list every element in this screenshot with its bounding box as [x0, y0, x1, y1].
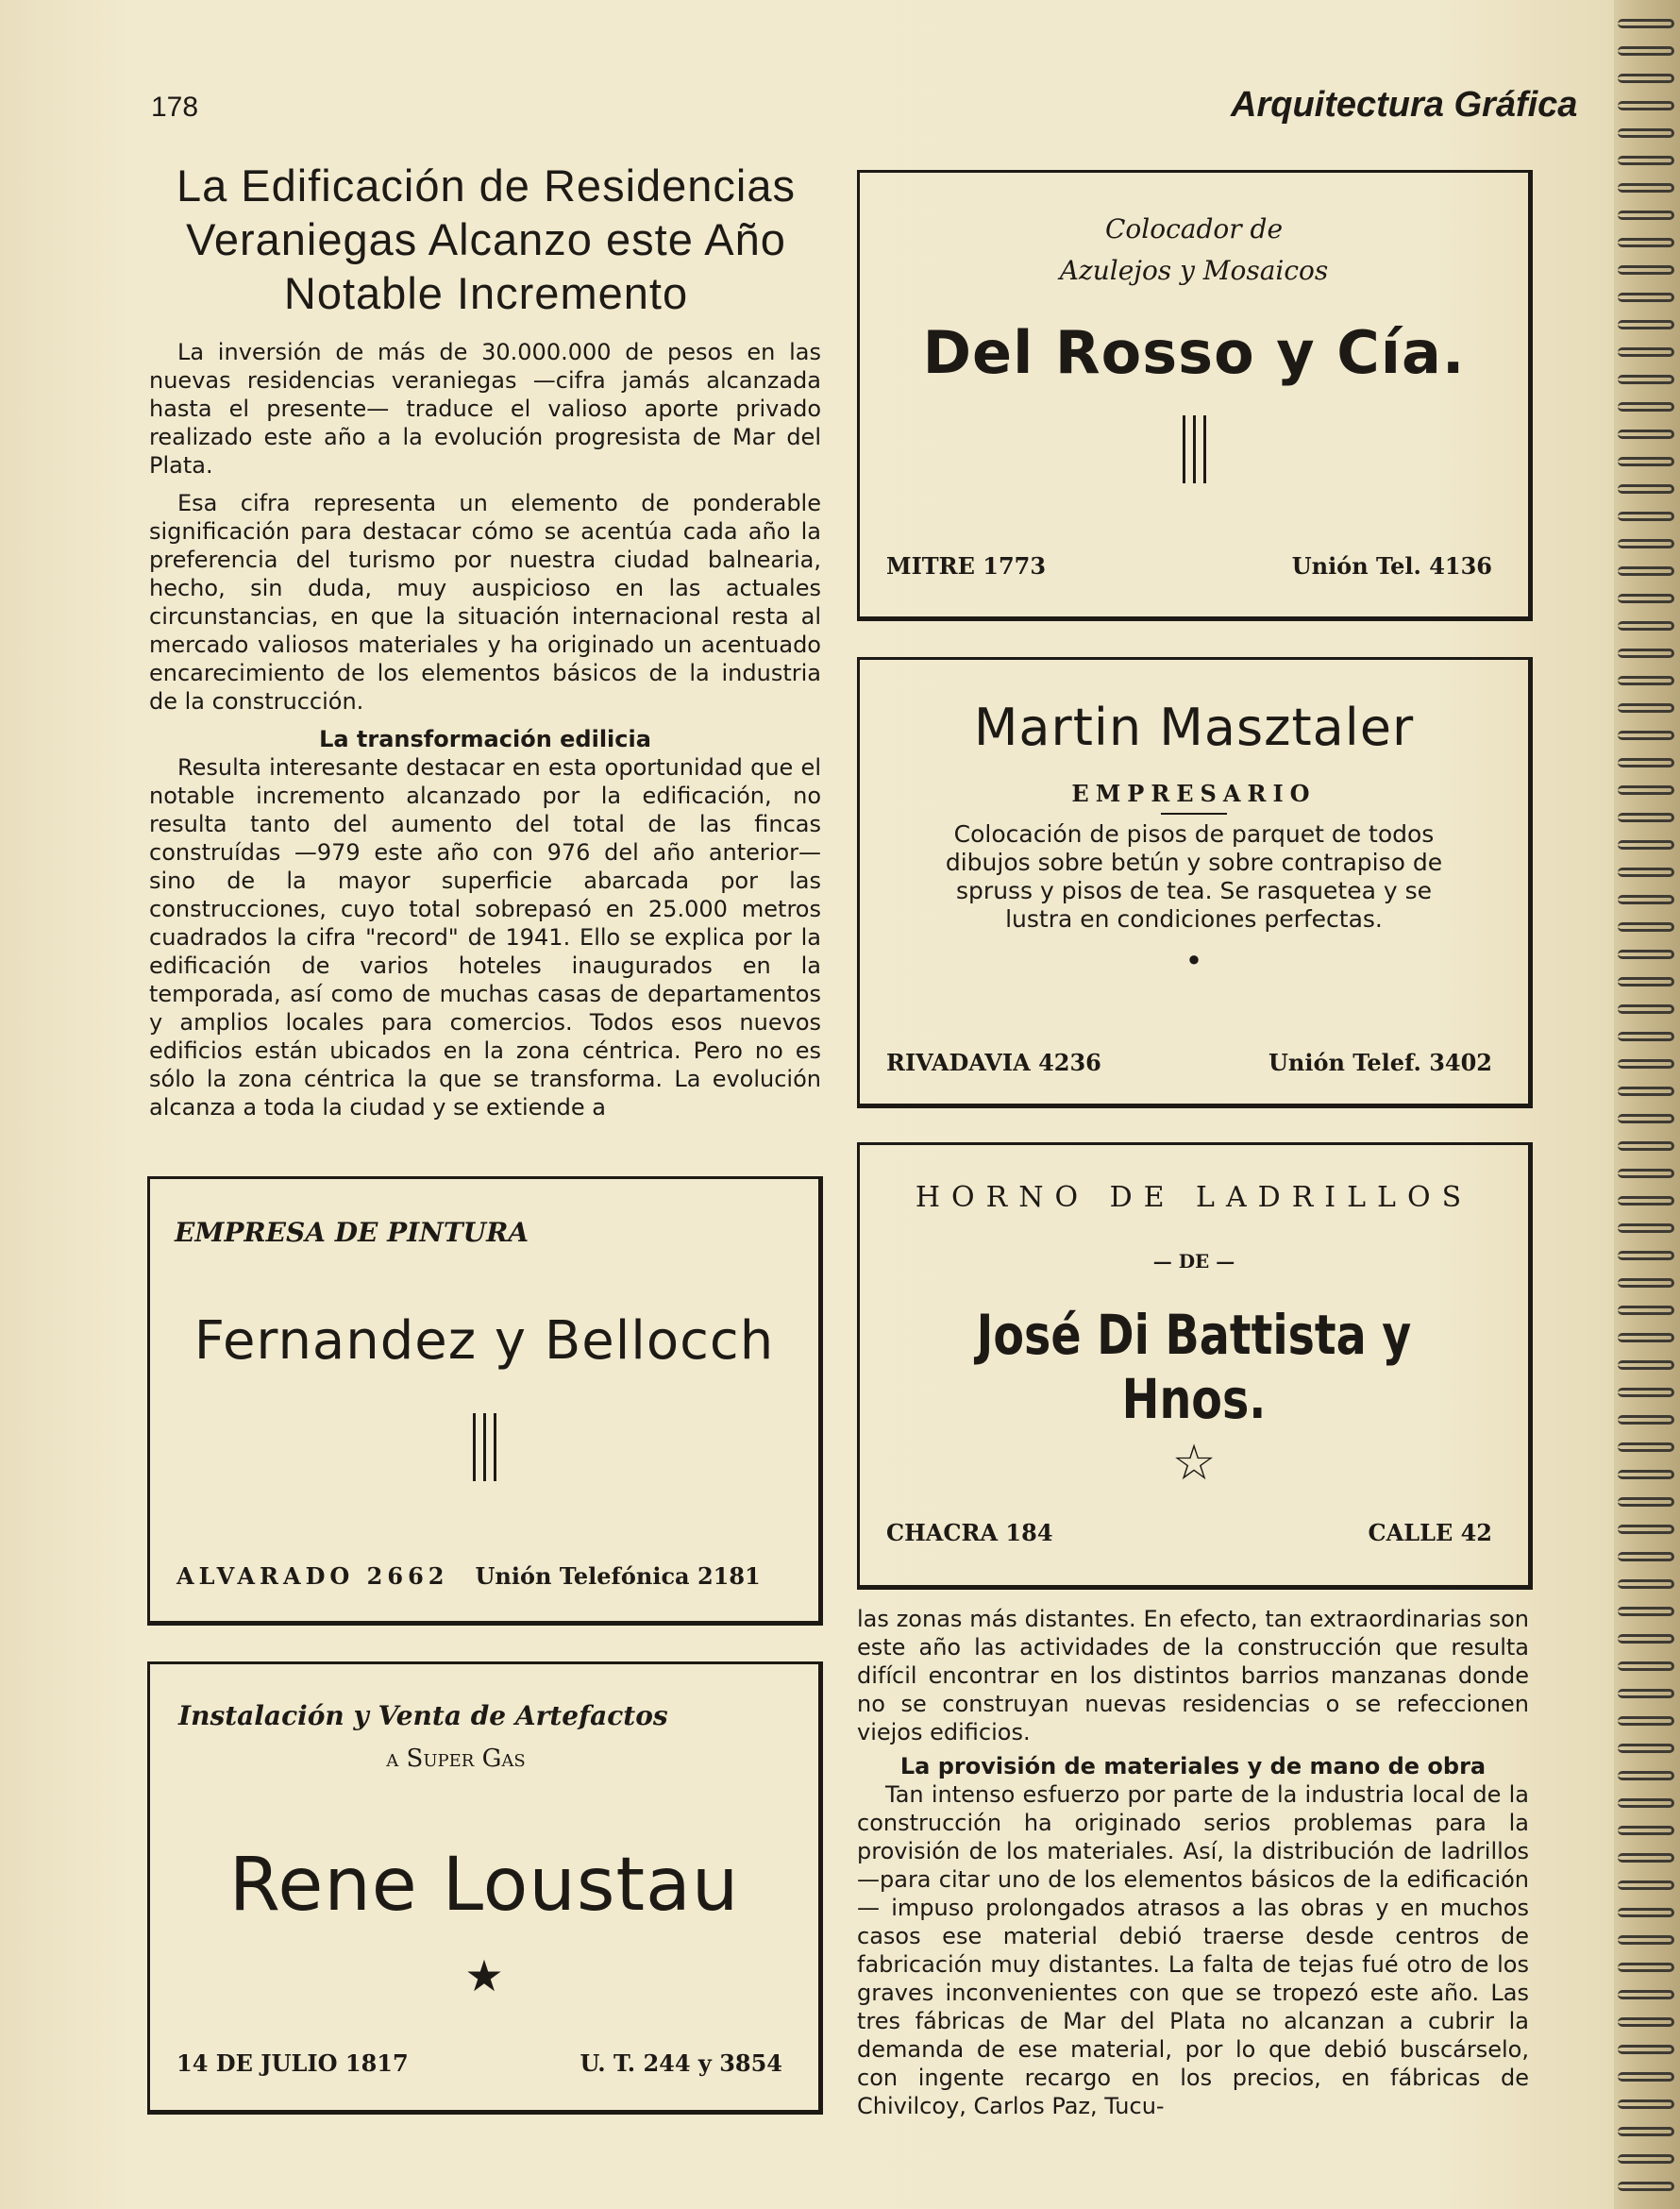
ad-del-rosso	[857, 170, 1533, 621]
binding-coil	[1618, 566, 1674, 576]
subheading: La transformación edilicia	[319, 726, 651, 752]
star-icon: ★	[464, 1951, 504, 2000]
binding-coil	[1618, 46, 1674, 56]
binding-coil	[1618, 676, 1674, 685]
binding-coil	[1618, 2127, 1674, 2136]
binding-coil	[1618, 1333, 1674, 1342]
binding-coil	[1618, 1579, 1674, 1589]
binding-coil	[1618, 1853, 1674, 1863]
binding-coil	[1618, 320, 1674, 329]
binding-coil	[1618, 2182, 1674, 2191]
ad-phone: Unión Telefónica 2181	[475, 1562, 761, 1590]
binding-coil	[1618, 1114, 1674, 1123]
binding-coil	[1618, 731, 1674, 740]
article-headline	[151, 159, 821, 320]
binding-coil	[1618, 265, 1674, 275]
ad-address: MITRE 1773	[886, 552, 1047, 580]
ad-phone: Unión Telef. 3402	[1268, 1049, 1492, 1076]
ad-masztaler	[857, 657, 1533, 1108]
binding-coil	[1618, 211, 1674, 220]
ad-tagline: EMPRESA DE PINTURA	[175, 1217, 529, 1248]
ad-phone: U. T. 244 y 3854	[580, 2049, 782, 2077]
bars-ornament	[860, 415, 1528, 483]
binding-coil	[1618, 785, 1674, 795]
ad-connector: — DE —	[1152, 1250, 1235, 1273]
ad-street: CALLE 42	[1368, 1519, 1492, 1546]
binding-coil	[1618, 977, 1674, 986]
binding-coil	[1618, 2045, 1674, 2054]
binding-coil	[1618, 1169, 1674, 1178]
headline-line: La Edificación de Residencias	[176, 160, 797, 211]
ad-role: EMPRESARIO	[1071, 780, 1317, 807]
binding-coil	[1618, 1935, 1674, 1945]
binding-coil	[1618, 1661, 1674, 1671]
ad-tagline: Colocador de	[1104, 213, 1284, 245]
binding-coil	[1618, 1634, 1674, 1644]
binding-coil	[1618, 1716, 1674, 1726]
binding-coil	[1618, 1442, 1674, 1452]
binding-coil	[1618, 649, 1674, 658]
paragraph: las zonas más distantes. En efecto, tan extraordinarias son este año las actividades de la construcción que resulta difícil encontrar en los distintos barrios manzanas donde no se construyan nuevas residencias o se refeccionen viejos edificios.	[857, 1606, 1529, 1745]
binding-coil	[1618, 1990, 1674, 1999]
binding-coil	[1618, 2099, 1674, 2109]
binding-coil	[1618, 128, 1674, 138]
ad-address: RIVADAVIA 4236	[886, 1049, 1101, 1076]
binding-coil	[1618, 430, 1674, 439]
ad-tagline: Instalación y Venta de Artefactos	[178, 1700, 668, 1731]
ad-tagline: Azulejos y Mosaicos	[1059, 255, 1329, 286]
ad-di-battista	[857, 1142, 1533, 1590]
binding-coil	[1618, 1963, 1674, 1972]
binding-coil	[1618, 1525, 1674, 1534]
binding-coil	[1618, 840, 1674, 850]
binding-coil	[1618, 1004, 1674, 1014]
binding-coil	[1618, 950, 1674, 959]
binding-coil	[1618, 758, 1674, 767]
article-body-right	[857, 1605, 1529, 2120]
binding-coil	[1618, 74, 1674, 83]
paragraph: La inversión de más de 30.000.000 de pesos en las nuevas residencias veraniegas —cifra jamás alcanzada hasta el presente— traduce el valioso aporte privado realizado este año a la evolución progresista de Mar del Plata.	[149, 339, 821, 479]
headline-line: Notable Incremento	[283, 268, 689, 318]
paragraph: Esa cifra representa un elemento de ponderable significación para destacar cómo se acentúa cada año la preferencia del turismo por nuestra ciudad balnearia, hecho, sin duda, muy auspicioso en las actuales circunstancias, en que la situación internacional resta al mercado valiosos materiales y ha originado un acentuado encarecimiento de los elementos básicos de la industria de la construcción.	[149, 490, 821, 715]
headline-line: Veraniegas Alcanzo este Año	[186, 214, 786, 264]
paragraph: Tan intenso esfuerzo por parte de la industria local de la construcción ha originado serios problemas para la provisión de los materiales. Así, la distribución de ladrillos —para citar uno de los elementos básicos de la edificación— impuso prolongados atrasos a las obras y en muchos casos ese material debió traerse desde centros de fabricación muy distantes. La falta de tejas fué otro de los graves inconvenientes con que se tropezó este año. Las tres fábricas de Mar del Plata no alcanzan a cubrir la demanda de ese material, por lo que debió buscárselo, con ingente recargo en los precios, en fábricas de Chivilcoy, Carlos Paz, Tucu-	[857, 1781, 1529, 2119]
binding-coil	[1618, 1223, 1674, 1233]
binding-coil	[1618, 402, 1674, 412]
binding-coil	[1618, 19, 1674, 28]
binding-coil	[1618, 457, 1674, 466]
binding-coil	[1618, 1552, 1674, 1561]
ad-company-name: Fernandez y Bellocch	[193, 1310, 775, 1372]
star-icon: ☆	[1171, 1436, 1217, 1491]
binding-coil	[1618, 703, 1674, 713]
ad-description: Colocación de pisos de parquet de todos dibujos sobre betún y sobre contrapiso de spruss y pisos de tea. Se rasquetea y se lustra en condiciones perfectas.	[945, 820, 1443, 933]
binding-coil	[1618, 156, 1674, 165]
spiral-binding	[1614, 0, 1680, 2209]
binding-coil	[1618, 101, 1674, 110]
binding-coil	[1618, 1744, 1674, 1753]
binding-coil	[1618, 183, 1674, 193]
binding-coil	[1618, 868, 1674, 877]
page-number: 178	[151, 92, 199, 123]
binding-coil	[1618, 1826, 1674, 1835]
binding-coil	[1618, 293, 1674, 302]
binding-coil	[1618, 539, 1674, 548]
binding-coil	[1618, 813, 1674, 822]
ad-company-name: Del Rosso y Cía.	[922, 318, 1466, 387]
binding-coil	[1618, 1196, 1674, 1206]
paragraph: Resulta interesante destacar en esta oportunidad que el notable incremento alcanzado por la edificación, no resulta tanto del aumento del total de las fincas construídas —979 este año con 976 del año anterior— sino de la mayor superficie abarcada por las construcciones, cuyo total sobrepasó en 25.000 metros cuadrados la cifra "record" de 1941. Ello se explica por la edificación de varios hoteles inaugurados en la temporada, así como de muchas casas de departamentos y amplios locales para comercios. Todos esos nuevos edificios están ubicados en la zona céntrica. Pero no es sólo la zona céntrica la que se transforma. La evolución alcanza a toda la ciudad y se extiende a	[149, 754, 821, 1121]
ad-address: CHACRA 184	[886, 1519, 1053, 1546]
binding-coil	[1618, 484, 1674, 494]
binding-coil	[1618, 1415, 1674, 1425]
bullet-ornament: ●	[1187, 947, 1201, 970]
ad-company-name: José Di Battista y Hnos.	[976, 1303, 1412, 1431]
binding-coil	[1618, 1388, 1674, 1397]
binding-coil	[1618, 1059, 1674, 1069]
ad-company-name: Rene Loustau	[228, 1843, 740, 1928]
binding-coil	[1618, 1360, 1674, 1370]
divider	[1161, 813, 1227, 815]
binding-coil	[1618, 512, 1674, 521]
subheading: La provisión de materiales y de mano de obra	[899, 1753, 1487, 1779]
ad-fernandez	[147, 1176, 823, 1626]
binding-coil	[1618, 1032, 1674, 1041]
binding-coil	[1618, 1470, 1674, 1479]
binding-coil	[1618, 347, 1674, 357]
binding-coil	[1618, 1689, 1674, 1698]
binding-coil	[1618, 1798, 1674, 1808]
binding-coil	[1618, 1497, 1674, 1507]
ad-loustau	[147, 1661, 823, 2115]
ad-company-name: Martin Masztaler	[973, 698, 1415, 757]
binding-coil	[1618, 1908, 1674, 1917]
binding-coil	[1618, 1880, 1674, 1890]
bars-ornament	[150, 1413, 818, 1481]
binding-coil	[1618, 1278, 1674, 1288]
ad-address: ALVARADO 2662	[176, 1562, 449, 1590]
ad-phone: Unión Tel. 4136	[1291, 552, 1492, 580]
ad-tagline: a Super Gas	[386, 1745, 526, 1773]
running-head: Arquitectura Gráfica	[1231, 85, 1578, 125]
article-body-left	[149, 338, 821, 1131]
binding-coil	[1618, 2154, 1674, 2164]
binding-coil	[1618, 2072, 1674, 2082]
binding-coil	[1618, 238, 1674, 247]
binding-coil	[1618, 1771, 1674, 1780]
binding-coil	[1618, 375, 1674, 384]
ad-address: 14 DE JULIO 1817	[176, 2049, 409, 2077]
binding-coil	[1618, 1306, 1674, 1315]
binding-coil	[1618, 2017, 1674, 2027]
binding-coil	[1618, 1251, 1674, 1260]
binding-coil	[1618, 621, 1674, 631]
binding-coil	[1618, 922, 1674, 932]
binding-coil	[1618, 1607, 1674, 1616]
binding-coil	[1618, 895, 1674, 904]
binding-coil	[1618, 1087, 1674, 1096]
binding-coil	[1618, 1141, 1674, 1151]
binding-coil	[1618, 594, 1674, 603]
ad-tagline: HORNO DE LADRILLOS	[915, 1181, 1473, 1214]
